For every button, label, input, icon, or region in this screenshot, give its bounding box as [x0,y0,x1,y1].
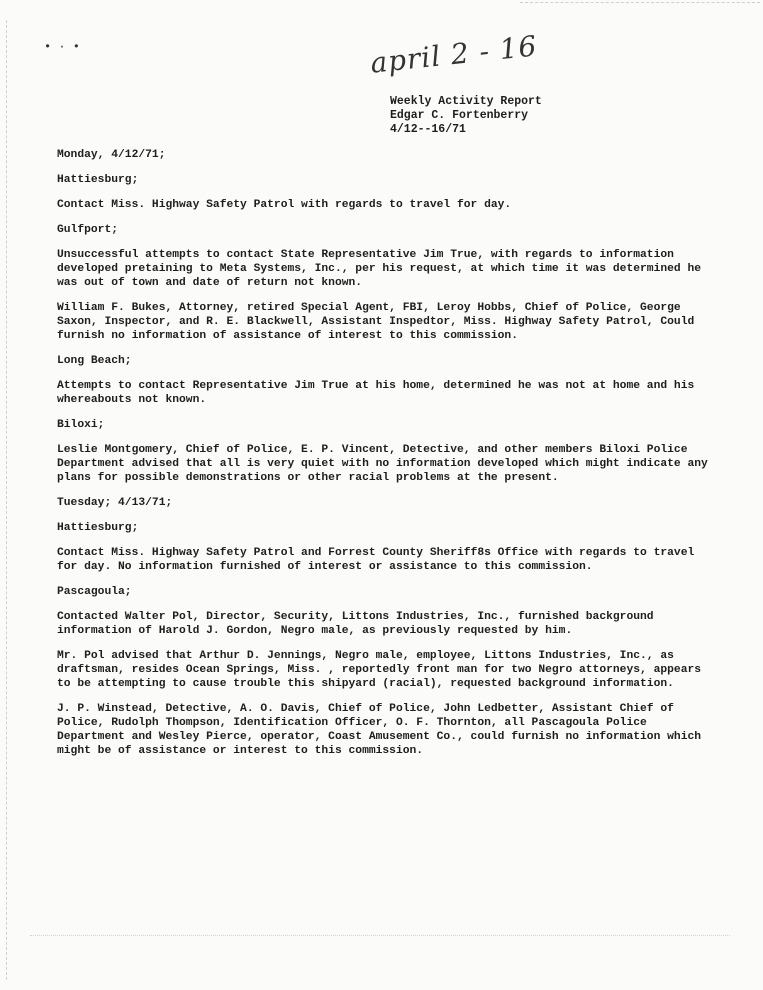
report-paragraph: Contact Miss. Highway Safety Patrol with regards to travel for day. [57,199,512,211]
report-paragraph: Mr. Pol advised that Arthur D. Jennings, Negro male, employee, Littons Industries, Inc., as draftsman, resides Ocean Springs, Miss. , reportedly front man for two Negro attorneys, appears to be attempting to cause trouble this shipyard (racial), requested background information. [57,650,702,690]
scan-edge-top [520,2,760,4]
day-heading: Monday, 4/12/71; [57,149,166,161]
report-author: Edgar C. Fortenberry [390,109,529,122]
report-date-range: 4/12--16/71 [390,123,466,136]
location-heading: Hattiesburg; [57,174,139,186]
report-paragraph: Unsuccessful attempts to contact State Representative Jim True, with regards to information developed pretaining to Meta Systems, Inc., per his request, at which time it was determined he was out of town and date of return not known. [57,249,702,289]
report-paragraph: J. P. Winstead, Detective, A. O. Davis, Chief of Police, John Ledbetter, Assistant Chief of Police, Rudolph Thompson, Identification Officer, O. F. Thornton, all Pascagoula Police Department and Wesley Pierce, operator, Coast Amusement Co., could furnish no information which might be of assistance or interest to this commission. [57,703,702,757]
report-paragraph: Leslie Montgomery, Chief of Police, E. P. Vincent, Detective, and other members Biloxi Police Department advised that all is very quiet with no information developed which might indicate any plans for possible demonstrations or other racial problems at the present. [57,444,708,484]
report-paragraph: William F. Bukes, Attorney, retired Special Agent, FBI, Leroy Hobbs, Chief of Police, George Saxon, Inspector, and R. E. Blackwell, Assistant Inspedtor, Miss. Highway Safety Patrol, Could furnish no information of assistance of interest to this commission. [57,302,695,342]
handwritten-note: april 2 - 16 [368,29,539,80]
report-header [390,95,542,137]
location-heading: Hattiesburg; [57,522,139,534]
location-heading: Biloxi; [57,419,105,431]
report-paragraph: Attempts to contact Representative Jim True at his home, determined he was not at home and his whereabouts not known. [57,380,695,406]
report-title: Weekly Activity Report [390,95,542,108]
scan-edge-bottom [30,935,730,937]
scan-specks: • · • [44,40,81,54]
location-heading: Pascagoula; [57,586,132,598]
report-body [57,148,717,769]
scan-edge-left [6,20,8,980]
day-heading: Tuesday; 4/13/71; [57,497,173,509]
report-paragraph: Contact Miss. Highway Safety Patrol and Forrest County Sheriff8s Office with regards to travel for day. No information furnished of interest or assistance to this commission. [57,547,695,573]
location-heading: Long Beach; [57,355,132,367]
location-heading: Gulfport; [57,224,119,236]
report-paragraph: Contacted Walter Pol, Director, Security, Littons Industries, Inc., furnished background information of Harold J. Gordon, Negro male, as previously requested by him. [57,611,654,637]
